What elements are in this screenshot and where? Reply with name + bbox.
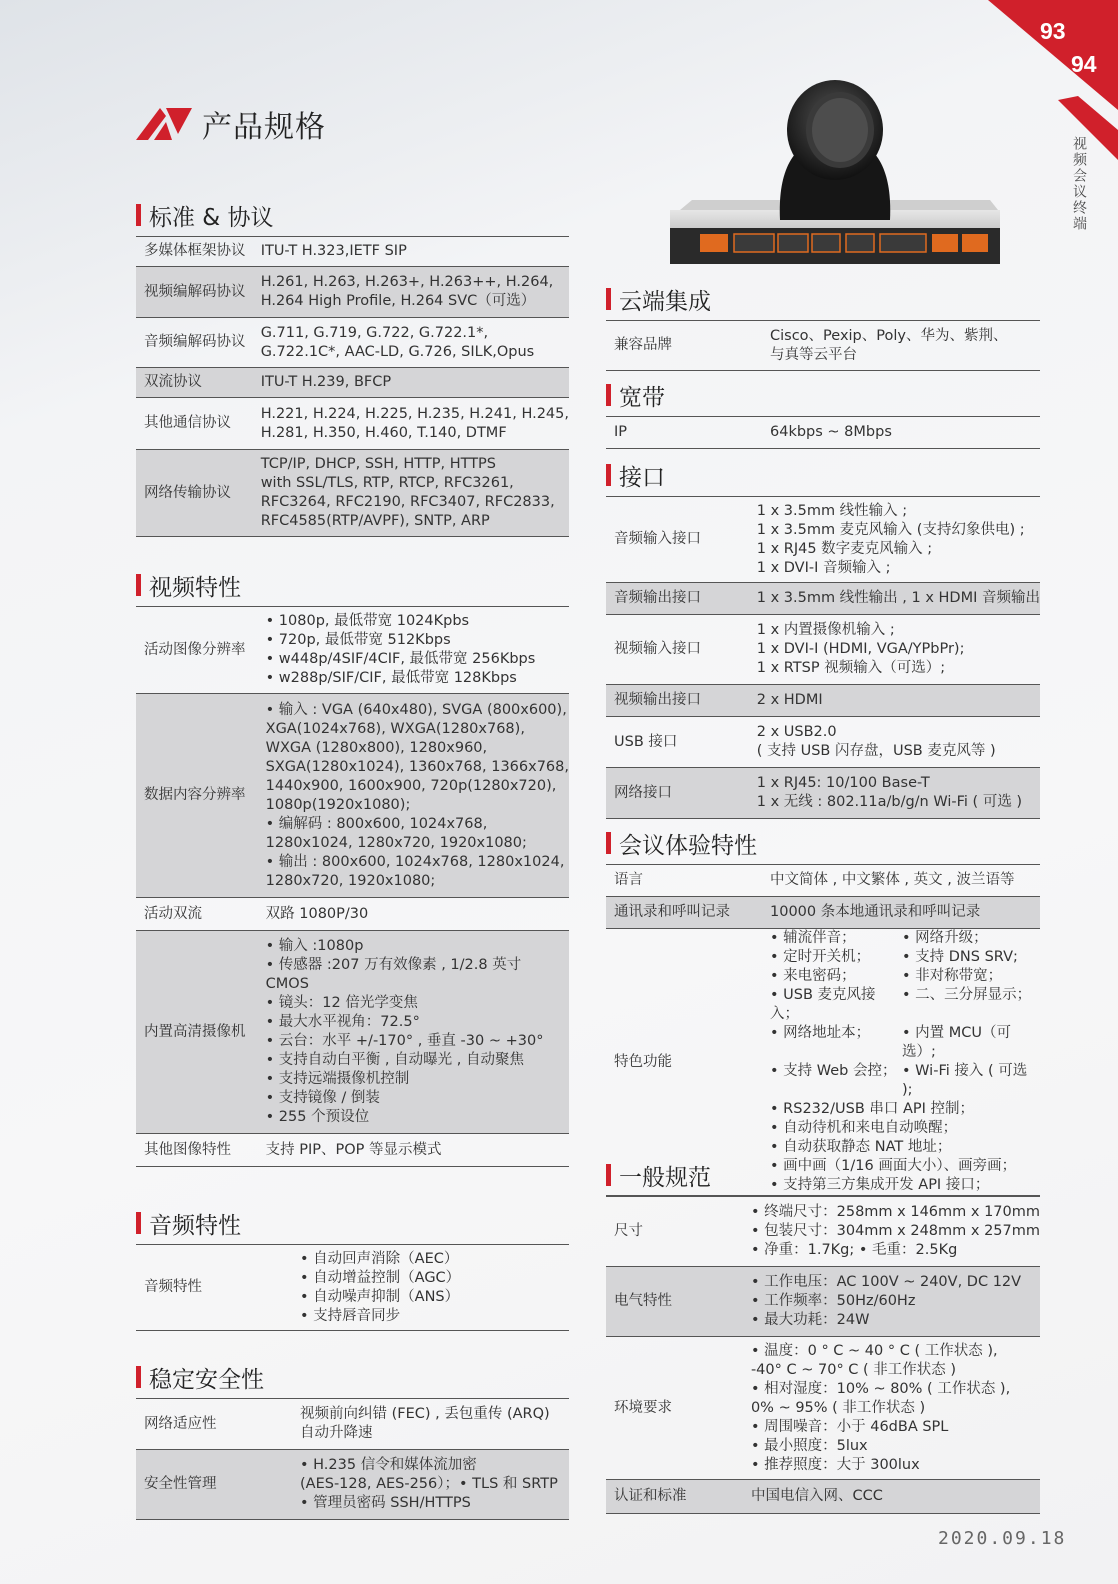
spec-value: • 工作频率：50Hz/60Hz bbox=[750, 1293, 916, 1309]
spec-value: 1 x 3.5mm 线性输出 , 1 x HDMI 音频输出 bbox=[756, 590, 1040, 606]
spec-value: 与真等云平台 bbox=[770, 346, 857, 363]
table-row bbox=[136, 694, 569, 898]
spec-value: • 最大功耗：24W bbox=[750, 1312, 870, 1328]
section-video bbox=[136, 568, 569, 1167]
feature-item: • 支持 DNS SRV; bbox=[902, 949, 1018, 965]
table-row bbox=[136, 1245, 569, 1331]
spec-key: 双流协议 bbox=[144, 374, 202, 390]
spec-table bbox=[136, 1244, 569, 1331]
spec-key: 其他通信协议 bbox=[144, 415, 231, 431]
section-interfaces bbox=[606, 458, 1040, 819]
section-marker bbox=[136, 1212, 141, 1234]
spec-key: 安全性管理 bbox=[144, 1476, 217, 1492]
spec-value: CMOS bbox=[265, 976, 309, 992]
spec-value: • 管理员密码 SSH/HTTPS bbox=[300, 1495, 471, 1511]
section-marker bbox=[606, 464, 611, 486]
feature-item: • 网络升级； bbox=[902, 930, 988, 946]
table-row bbox=[136, 450, 569, 537]
table-row bbox=[606, 1197, 1040, 1267]
spec-value: • w288p/SIF/CIF, 最低带宽 128Kbps bbox=[265, 670, 517, 686]
spec-value: TCP/IP, DHCP, SSH, HTTP, HTTPS bbox=[260, 456, 497, 472]
spec-value: H.264 High Profile, H.264 SVC（可选） bbox=[260, 293, 536, 309]
table-row bbox=[606, 583, 1040, 615]
table-row bbox=[136, 931, 569, 1134]
spec-value: 自动升降速 bbox=[300, 1425, 373, 1441]
table-row bbox=[606, 1337, 1040, 1480]
spec-value: G.711, G.719, G.722, G.722.1*, bbox=[260, 324, 489, 341]
spec-value: ITU-T H.239, BFCP bbox=[260, 374, 392, 390]
section-cloud bbox=[606, 282, 1040, 371]
spec-value: 10000 条本地通讯录和呼叫记录 bbox=[770, 904, 981, 920]
spec-key: 尺寸 bbox=[614, 1223, 643, 1239]
table-row bbox=[606, 417, 1040, 449]
spec-key: 活动双流 bbox=[144, 905, 202, 922]
spec-key: 多媒体框架协议 bbox=[144, 243, 246, 259]
spec-value: • 支持镜像 / 倒装 bbox=[265, 1090, 380, 1106]
spec-table bbox=[136, 1398, 569, 1520]
spec-table bbox=[606, 416, 1040, 449]
section-title: 会议体验特性 bbox=[619, 832, 757, 859]
table-row bbox=[136, 318, 569, 368]
spec-value: • 传感器 :207 万有效像素 , 1/2.8 英寸 bbox=[265, 957, 522, 973]
spec-value: Cisco、Pexip、Poly、华为、紫荆、 bbox=[770, 327, 1008, 344]
section-marker bbox=[606, 384, 611, 406]
spec-value: 1 x 3.5mm 麦克风输入 (支持幻象供电) ; bbox=[756, 521, 1025, 538]
feature-item: • 定时开关机； bbox=[770, 949, 871, 965]
spec-value: 1 x DVI-I 音频输入 ; bbox=[756, 559, 891, 576]
table-row bbox=[136, 1399, 569, 1450]
spec-value: 支持 PIP、POP 等显示模式 bbox=[265, 1141, 442, 1158]
spec-value: 1 x RJ45 数字麦克风输入 ; bbox=[756, 540, 933, 557]
spec-key: 语言 bbox=[614, 872, 643, 888]
spec-value: • 工作电压：AC 100V ~ 240V, DC 12V bbox=[750, 1274, 1022, 1290]
spec-value: • 输出 : 800x600, 1024x768, 1280x1024, bbox=[265, 853, 565, 870]
spec-value: • 自动增益控制（AGC） bbox=[300, 1269, 461, 1286]
spec-value: G.722.1C*, AAC-LD, G.726, SILK,Opus bbox=[260, 343, 535, 360]
section-standards bbox=[136, 198, 569, 537]
spec-key: 认证和标准 bbox=[614, 1488, 687, 1504]
spec-key: 其他图像特性 bbox=[144, 1141, 231, 1158]
section-marker bbox=[136, 204, 141, 226]
side-category-label: 视频会议终端 bbox=[1071, 136, 1087, 232]
spec-value: • 镜头：12 倍光学变焦 bbox=[265, 995, 418, 1011]
feature-item: • RS232/USB 串口 API 控制； bbox=[770, 1101, 975, 1117]
spec-key: 特色功能 bbox=[614, 1053, 672, 1070]
feature-item: • USB 麦克风接入； bbox=[770, 987, 876, 1022]
table-row bbox=[136, 368, 569, 398]
spec-table bbox=[136, 236, 569, 537]
table-row bbox=[136, 1450, 569, 1520]
spec-value: 视频前向纠错 (FEC) , 丢包重传 (ARQ) bbox=[300, 1406, 550, 1422]
spec-value: 1 x RJ45: 10/100 Base-T bbox=[756, 775, 930, 791]
spec-key: 音频编解码协议 bbox=[144, 334, 246, 350]
section-marker bbox=[606, 832, 611, 854]
spec-value: WXGA (1280x800), 1280x960, bbox=[265, 739, 488, 756]
section-marker bbox=[136, 574, 141, 596]
spec-value: H.261, H.263, H.263+, H.263++, H.264, bbox=[260, 274, 554, 290]
spec-key: 音频输出接口 bbox=[614, 590, 701, 606]
section-marker bbox=[606, 288, 611, 310]
spec-value: RFC3264, RFC2190, RFC3407, RFC2833, bbox=[260, 494, 555, 510]
spec-key: 通讯录和呼叫记录 bbox=[614, 904, 730, 920]
spec-value: • 推荐照度：大于 300lux bbox=[750, 1456, 920, 1473]
spec-value: • 云台：水平 +/-170° , 垂直 -30 ~ +30° bbox=[265, 1033, 544, 1049]
spec-value: • 相对湿度：10% ~ 80% ( 工作状态 ), bbox=[750, 1380, 1011, 1397]
spec-value: • H.235 信令和媒体流加密 bbox=[300, 1457, 477, 1473]
feature-item: • 网络地址本； bbox=[770, 1025, 871, 1041]
section-audio bbox=[136, 1206, 569, 1331]
feature-item: • 自动待机和来电自动唤醒； bbox=[770, 1120, 958, 1136]
spec-key: 环境要求 bbox=[614, 1399, 672, 1416]
spec-value: -40° C ~ 70° C ( 非工作状态 ) bbox=[750, 1361, 957, 1378]
product-image bbox=[670, 78, 1000, 274]
table-row bbox=[136, 607, 569, 694]
spec-value: XGA(1024x768), WXGA(1280x768), bbox=[265, 720, 525, 737]
spec-key: 活动图像分辨率 bbox=[144, 641, 246, 658]
spec-value: • 720p, 最低带宽 512Kbps bbox=[265, 632, 451, 648]
spec-value: • 支持远端摄像机控制 bbox=[265, 1071, 410, 1087]
spec-value: • 终端尺寸：258mm x 146mm x 170mm bbox=[750, 1204, 1040, 1220]
spec-value: • w448p/4SIF/4CIF, 最低带宽 256Kbps bbox=[265, 651, 536, 667]
spec-key: 网络适应性 bbox=[144, 1415, 217, 1432]
spec-key: 音频输入接口 bbox=[614, 531, 701, 547]
feature-item: • 支持 Web 会控； bbox=[770, 1063, 897, 1079]
page-title: 产品规格 bbox=[202, 110, 326, 145]
spec-key: 电气特性 bbox=[614, 1293, 672, 1309]
table-row bbox=[606, 497, 1040, 583]
spec-value: • 最大水平视角：72.5° bbox=[265, 1014, 420, 1030]
spec-key: 网络接口 bbox=[614, 784, 672, 801]
section-title: 视频特性 bbox=[149, 574, 241, 601]
table-row bbox=[606, 685, 1040, 717]
section-marker bbox=[606, 1164, 611, 1186]
spec-key: 兼容品牌 bbox=[614, 337, 672, 353]
spec-key: IP bbox=[614, 424, 628, 440]
spec-value: 1 x 3.5mm 线性输入 ; bbox=[756, 502, 908, 519]
feature-item: • 二、三分屏显示； bbox=[902, 987, 1032, 1003]
page-number-right: 94 bbox=[1071, 51, 1097, 77]
spec-value: H.221, H.224, H.225, H.235, H.241, H.245, bbox=[260, 405, 569, 422]
spec-value: 1280x720, 1920x1080; bbox=[265, 872, 436, 889]
section-general bbox=[606, 1158, 1040, 1514]
spec-key: 网络传输协议 bbox=[144, 484, 231, 501]
page-number-left: 93 bbox=[1040, 18, 1066, 44]
spec-table bbox=[136, 606, 569, 1167]
spec-value: • 自动回声消除（AEC） bbox=[300, 1250, 459, 1267]
spec-value: 1280x1024, 1280x720, 1920x1080; bbox=[265, 834, 527, 851]
spec-value: 2 x USB2.0 bbox=[756, 724, 837, 740]
spec-key: 数据内容分辨率 bbox=[144, 787, 246, 803]
table-row bbox=[136, 1134, 569, 1167]
table-row bbox=[606, 929, 1040, 1196]
publish-date: 2020.09.18 bbox=[938, 1528, 1067, 1549]
spec-table bbox=[606, 320, 1040, 371]
table-row bbox=[606, 1480, 1040, 1514]
feature-item: • 内置 MCU（可选）; bbox=[902, 1025, 1012, 1060]
spec-key: 视频编解码协议 bbox=[144, 283, 246, 300]
feature-item: • Wi-Fi 接入 ( 可选 ); bbox=[902, 1063, 1028, 1098]
table-row bbox=[136, 398, 569, 450]
table-row bbox=[606, 897, 1040, 929]
spec-value: • 输入 :1080p bbox=[265, 938, 364, 954]
spec-value: • 编解码 : 800x600, 1024x768, bbox=[265, 815, 488, 832]
feature-item: • 支持第三方集成开发 API 接口； bbox=[770, 1177, 990, 1193]
section-title: 稳定安全性 bbox=[149, 1366, 264, 1393]
feature-item: • 画中画（1/16 画面大小）、画旁画； bbox=[770, 1158, 1017, 1174]
spec-value: • 支持唇音同步 bbox=[300, 1307, 401, 1324]
feature-grid bbox=[770, 929, 1040, 1100]
spec-key: USB 接口 bbox=[614, 733, 678, 750]
spec-key: 音频特性 bbox=[144, 1279, 202, 1295]
spec-value: • 1080p, 最低带宽 1024Kpbs bbox=[265, 613, 470, 629]
table-row bbox=[136, 267, 569, 318]
spec-value: • 支持自动白平衡 , 自动曝光 , 自动聚焦 bbox=[265, 1052, 524, 1068]
section-title: 标准 & 协议 bbox=[149, 204, 274, 231]
spec-value: ( 支持 USB 闪存盘，USB 麦克风等 ) bbox=[756, 743, 996, 759]
feature-item: • 非对称带宽； bbox=[902, 968, 1003, 984]
spec-value: (AES-128, AES-256）；• TLS 和 SRTP bbox=[300, 1476, 558, 1492]
spec-value: 0% ~ 95% ( 非工作状态 ) bbox=[750, 1399, 926, 1416]
spec-value: 1080p(1920x1080); bbox=[265, 796, 411, 813]
section-title: 音频特性 bbox=[149, 1212, 241, 1239]
section-marker bbox=[136, 1366, 141, 1388]
spec-value: • 净重：1.7Kg; • 毛重：2.5Kg bbox=[750, 1242, 958, 1258]
spec-key: 视频输入接口 bbox=[614, 641, 701, 657]
spec-value: • 周围噪音：小于 46dBA SPL bbox=[750, 1418, 949, 1435]
section-bandwidth bbox=[606, 378, 1040, 449]
spec-value: H.281, H.350, H.460, T.140, DTMF bbox=[260, 424, 507, 441]
section-conference bbox=[606, 826, 1040, 1196]
spec-value: SXGA(1280x1024), 1360x768, 1366x768, bbox=[265, 758, 569, 775]
table-row bbox=[606, 321, 1040, 371]
spec-value: • 255 个预设位 bbox=[265, 1109, 370, 1125]
page-title-block bbox=[136, 104, 326, 144]
spec-key: 视频输出接口 bbox=[614, 692, 701, 708]
spec-value: 1 x 无线 : 802.11a/b/g/n Wi-Fi ( 可选 ) bbox=[756, 794, 1023, 810]
spec-value: 1 x 内置摄像机输入 ; bbox=[756, 622, 895, 638]
spec-value: 2 x HDMI bbox=[756, 692, 823, 708]
section-title: 云端集成 bbox=[619, 288, 711, 315]
section-title: 接口 bbox=[619, 464, 665, 491]
spec-value: 中文简体 , 中文繁体 , 英文 , 波兰语等 bbox=[770, 872, 1015, 888]
table-row bbox=[136, 898, 569, 931]
spec-value: 1 x DVI-I (HDMI, VGA/YPbPr); bbox=[756, 641, 965, 657]
spec-value: 中国电信入网、CCC bbox=[750, 1488, 883, 1504]
section-title: 一般规范 bbox=[619, 1164, 711, 1191]
brand-logo-icon bbox=[136, 106, 194, 142]
spec-value: • 包装尺寸：304mm x 248mm x 257mm bbox=[750, 1223, 1040, 1239]
table-row bbox=[136, 237, 569, 267]
spec-value: 双路 1080P/30 bbox=[265, 905, 369, 922]
section-title: 宽带 bbox=[619, 384, 665, 411]
spec-value: • 输入 : VGA (640x480), SVGA (800x600), bbox=[265, 701, 567, 718]
spec-value: RFC4585(RTP/AVPF), SNTP, ARP bbox=[260, 513, 490, 529]
feature-item: • 自动获取静态 NAT 地址； bbox=[770, 1139, 952, 1155]
spec-value: • 温度：0 ° C ~ 40 ° C ( 工作状态 ), bbox=[750, 1342, 998, 1359]
spec-value: • 自动噪声抑制（ANS） bbox=[300, 1288, 460, 1305]
spec-value: 1 x RTSP 视频输入（可选）; bbox=[756, 660, 946, 676]
section-security bbox=[136, 1360, 569, 1520]
spec-table bbox=[606, 864, 1040, 1196]
table-row bbox=[606, 615, 1040, 685]
spec-value: 1440x900, 1600x900, 720p(1280x720), bbox=[265, 777, 557, 794]
spec-value: with SSL/TLS, RTP, RTCP, RFC3261, bbox=[260, 475, 514, 491]
feature-item: • 辅流伴音； bbox=[770, 930, 856, 946]
spec-table bbox=[606, 496, 1040, 819]
table-row bbox=[606, 717, 1040, 768]
feature-item: • 来电密码； bbox=[770, 968, 856, 984]
spec-value: • 最小照度：5lux bbox=[750, 1437, 868, 1454]
table-row bbox=[606, 865, 1040, 897]
spec-value: 64kbps ~ 8Mbps bbox=[770, 424, 892, 440]
spec-value: ITU-T H.323,IETF SIP bbox=[260, 243, 407, 259]
spec-key: 内置高清摄像机 bbox=[144, 1023, 246, 1040]
spec-table bbox=[606, 1196, 1040, 1514]
table-row bbox=[606, 768, 1040, 819]
table-row bbox=[606, 1267, 1040, 1337]
